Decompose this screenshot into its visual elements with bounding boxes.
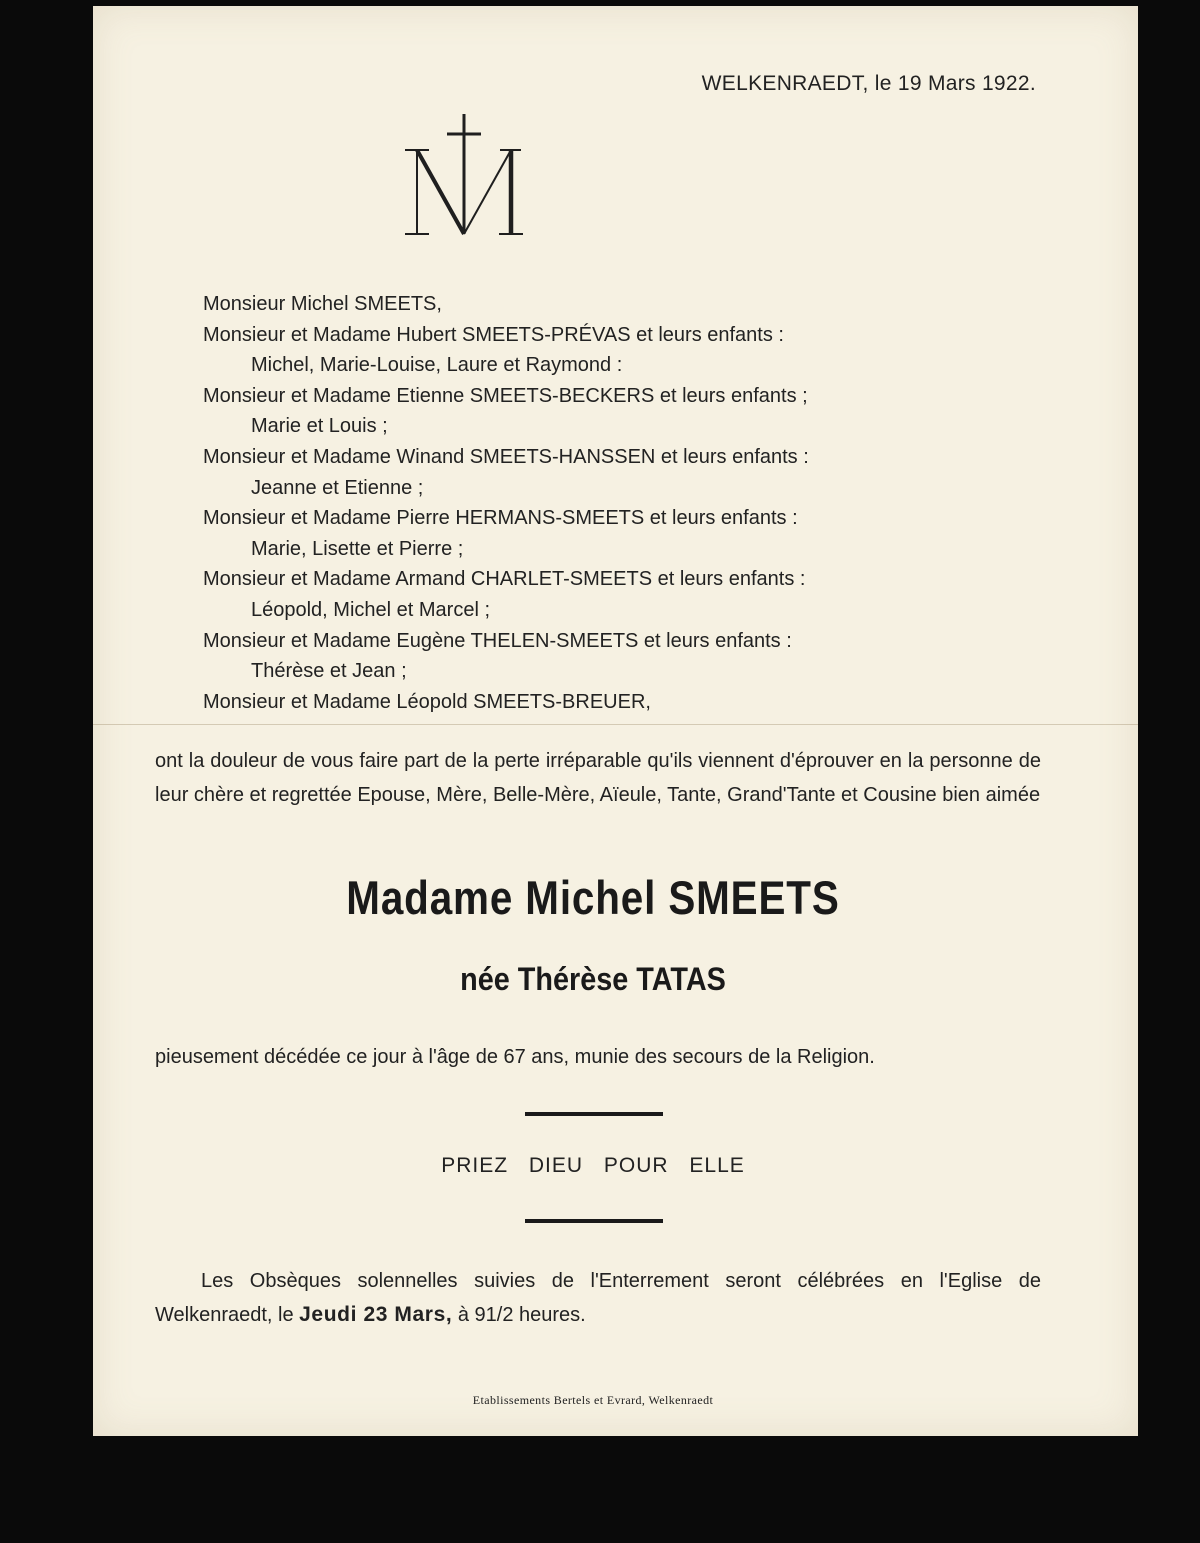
- paper-fold: [93, 724, 1138, 725]
- family-children: Michel, Marie-Louise, Laure et Raymond :: [251, 354, 623, 377]
- family-children: Thérèse et Jean ;: [251, 660, 407, 683]
- prayer-line: PRIEZ DIEU POUR ELLE: [441, 1154, 745, 1177]
- divider-rule: [525, 1112, 663, 1116]
- funeral-text-before: Les Obsèques solennelles suivies de l'Enterrement seront célébrées en l'Eglise de Welkenraedt, le: [155, 1270, 1041, 1326]
- funeral-date: Jeudi 23 Mars,: [299, 1303, 453, 1326]
- family-line: Monsieur Michel SMEETS,: [203, 293, 442, 315]
- divider-rule: [525, 1219, 663, 1223]
- family-line: Monsieur et Madame Winand SMEETS-HANSSEN et leurs enfants :: [203, 445, 809, 468]
- deceased-name: Madame Michel SMEETS: [346, 871, 840, 924]
- family-line: Monsieur et Madame Pierre HERMANS-SMEETS et leurs enfants :: [203, 507, 798, 530]
- place-date: WELKENRAEDT, le 19 Mars 1922.: [701, 72, 1036, 95]
- family-line: Monsieur et Madame Armand CHARLET-SMEETS et leurs enfants :: [203, 568, 806, 591]
- announcement-text: ont la douleur de vous faire part de la perte irréparable qu'ils viennent d'éprouver en la personne de leur chère et regrettée Epouse, Mère, Belle-Mère, Aïeule, Tante, Grand'Tante et Cousine bien aimée: [155, 750, 1041, 806]
- death-notice: pieusement décédée ce jour à l'âge de 67 ans, munie des secours de la Religion.: [155, 1046, 875, 1068]
- family-line: Monsieur et Madame Eugène THELEN-SMEETS et leurs enfants :: [203, 629, 792, 652]
- family-children: Jeanne et Etienne ;: [251, 476, 424, 499]
- family-children: Marie, Lisette et Pierre ;: [251, 537, 464, 560]
- printer-credit: Etablissements Bertels et Evrard, Welkenraedt: [472, 1393, 714, 1407]
- family-line: Monsieur et Madame Etienne SMEETS-BECKERS et leurs enfants ;: [203, 384, 808, 407]
- family-children: Léopold, Michel et Marcel ;: [251, 598, 491, 621]
- family-children: Marie et Louis ;: [251, 415, 388, 438]
- mourning-card: [93, 6, 1138, 1436]
- maiden-name: née Thérèse TATAS: [460, 961, 726, 997]
- family-line: Monsieur et Madame Léopold SMEETS-BREUER,: [203, 690, 651, 713]
- family-line: Monsieur et Madame Hubert SMEETS-PRÉVAS et leurs enfants :: [203, 323, 784, 346]
- funeral-notice: [155, 1264, 1041, 1332]
- family-list: [203, 289, 1033, 717]
- funeral-text-after: à 91/2 heures.: [452, 1304, 586, 1326]
- marian-monogram-cross-icon: [403, 110, 523, 244]
